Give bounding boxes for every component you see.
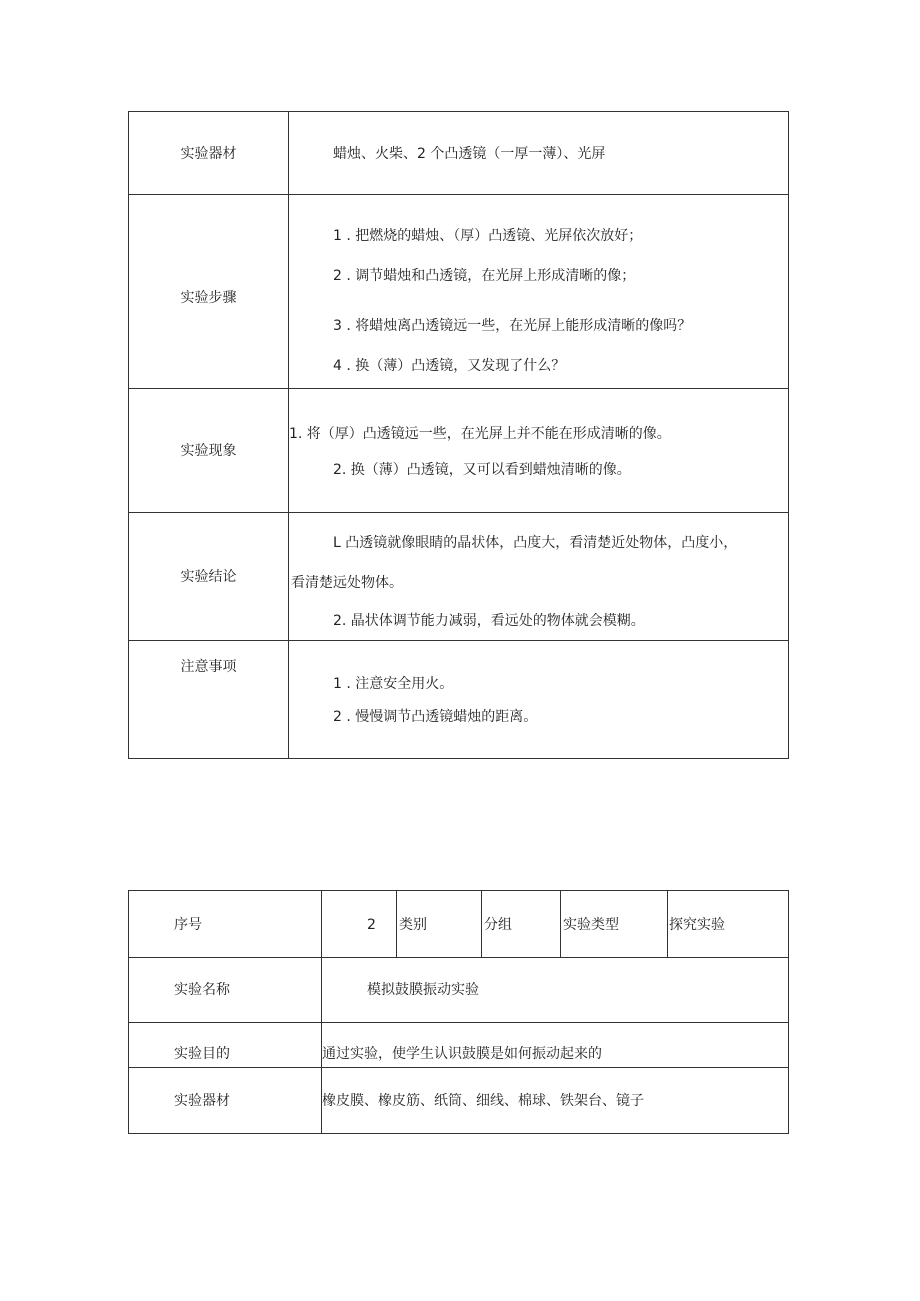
row-divider [129,194,788,195]
step-item: 3 . 将蜡烛离凸透镜远一些，在光屏上能形成清晰的像吗？ [333,318,692,334]
materials-text: 蜡烛、火柴、2 个凸透镜（一厚一薄）、光屏 [333,146,606,162]
row-divider [129,512,788,513]
step-item: 1 . 把燃烧的蜡烛、（厚）凸透镜、光屏依次放好； [333,228,643,244]
conclusion-line: L 凸透镜就像眼睛的晶状体，凸度大，看清楚近处物体，凸度小， [333,535,738,551]
experiment-table-2 [128,890,789,1134]
experiment-name-label: 实验名称 [174,982,230,998]
row-divider [129,957,788,958]
experiment-name-value: 模拟鼓膜振动实验 [367,982,479,998]
phenomenon-item: 2. 换（薄）凸透镜，又可以看到蜡烛清晰的像。 [333,462,631,478]
materials-label: 实验器材 [180,146,237,162]
conclusion-line: 2. 晶状体调节能力减弱，看远处的物体就会模糊。 [333,613,645,629]
experiment-table-1 [128,111,789,759]
steps-label: 实验步骤 [180,290,237,306]
materials-label: 实验器材 [174,1093,230,1109]
column-divider [396,891,397,957]
seq-value: 2 [367,917,376,933]
row-divider [129,1067,788,1068]
note-item: 2 . 慢慢调节凸透镜蜡烛的距离。 [333,709,538,725]
type-label: 实验类型 [563,917,619,933]
row-divider [129,1022,788,1023]
materials-value: 橡皮膜、橡皮筋、纸筒、细线、棉球、铁架台、镜子 [322,1093,644,1109]
notes-label: 注意事项 [180,659,237,675]
phenomenon-item: 1. 将（厚）凸透镜远一些，在光屏上并不能在形成清晰的像。 [289,426,671,442]
step-item: 4 . 换（薄）凸透镜，又发现了什么？ [333,358,566,374]
row-divider [129,388,788,389]
phenomena-label: 实验现象 [180,443,237,459]
category-value: 分组 [484,917,512,933]
seq-label: 序号 [174,917,202,933]
column-divider [667,891,668,957]
row-divider [129,640,788,641]
column-divider [560,891,561,957]
conclusion-line: 看清楚远处物体。 [291,575,403,591]
type-value: 探究实验 [669,917,725,933]
conclusion-label: 实验结论 [180,569,237,585]
note-item: 1 . 注意安全用火。 [333,676,454,692]
column-divider [481,891,482,957]
purpose-label: 实验目的 [174,1046,230,1062]
purpose-value: 通过实验，使学生认识鼓膜是如何振动起来的 [322,1046,602,1062]
category-label: 类别 [399,917,427,933]
step-item: 2 . 调节蜡烛和凸透镜，在光屏上形成清晰的像； [333,268,636,284]
